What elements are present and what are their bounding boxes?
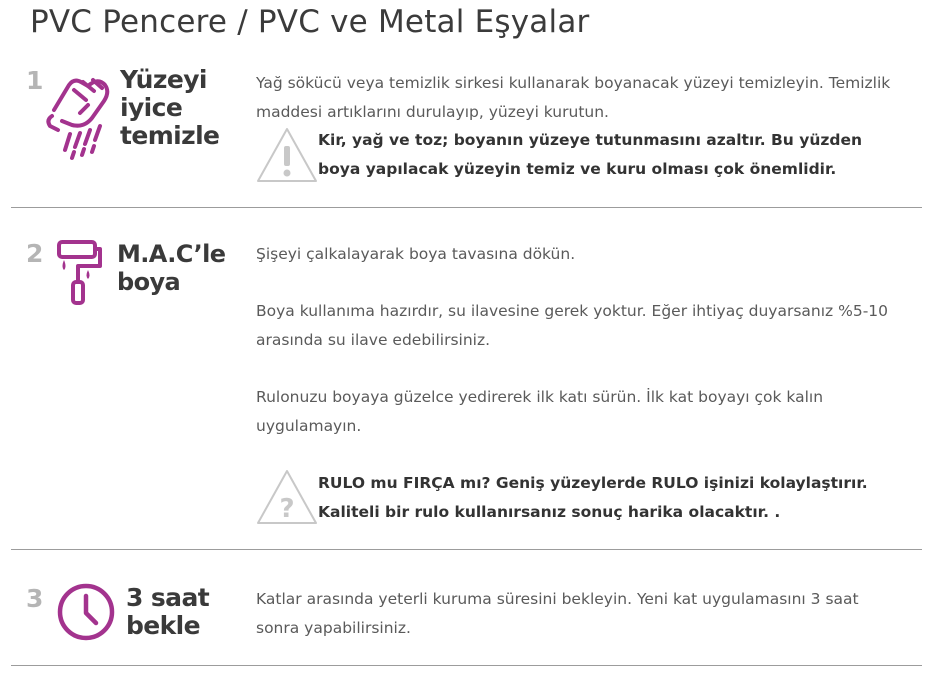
step-label-line: 3 saat: [126, 583, 210, 612]
divider: [11, 665, 922, 666]
step-label: [120, 66, 219, 150]
step-number: 3: [26, 584, 44, 613]
step-label: [117, 240, 225, 296]
warning-note: Kir, yağ ve toz; boyanın yüzeye tutunmasını azaltır. Bu yüzden boya yapılacak yüzeyin temiz ve kuru olması çok önemlidir.: [318, 131, 863, 178]
step-paragraph: Rulonuzu boyaya güzelce yedirerek ilk katı sürün. İlk kat boyayı çok kalın uygulamayın.: [256, 388, 824, 435]
step-label-line: M.A.C’le: [117, 240, 226, 268]
step-label: [126, 584, 209, 640]
step-paragraph: Yağ sökücü veya temizlik sirkesi kullanarak boyanacak yüzeyi temizleyin. Temizlik maddesi artıklarını durulayıp, yüzeyi kurutun.: [256, 74, 891, 121]
question-warning-icon: [255, 468, 319, 526]
page-title: PVC Pencere / PVC ve Metal Eşyalar: [30, 4, 590, 40]
divider: [11, 207, 922, 208]
exclamation-warning-icon: [255, 126, 319, 184]
divider: [11, 549, 922, 550]
step-label-line: bekle: [126, 611, 201, 640]
step-label-line: iyice: [120, 93, 183, 122]
svg-text:?: ?: [279, 494, 295, 524]
clock-icon: [56, 582, 116, 642]
hand-wipe-icon: [44, 68, 118, 164]
step-paragraph: Katlar arasında yeterli kuruma süresini bekleyin. Yeni kat uygulamasını 3 saat sonra yapabilirsiniz.: [256, 590, 859, 637]
warning-note: RULO mu FIRÇA mı? Geniş yüzeylerde RULO işinizi kolaylaştırır. Kaliteli bir rulo kullanırsanız sonuç harika olacaktır. .: [318, 474, 868, 521]
step-label-line: boya: [117, 268, 181, 296]
paint-roller-icon: [54, 238, 104, 308]
step-paragraph: Boya kullanıma hazırdır, su ilavesine gerek yoktur. Eğer ihtiyaç duyarsanız %5-10 arasında su ilave edebilirsiniz.: [256, 302, 889, 349]
step-number: 1: [26, 66, 44, 95]
step-label-line: temizle: [120, 121, 220, 150]
step-label-line: Yüzeyi: [120, 65, 207, 94]
step-paragraph: Şişeyi çalkalayarak boya tavasına dökün.: [256, 245, 576, 263]
step-number: 2: [26, 239, 44, 268]
